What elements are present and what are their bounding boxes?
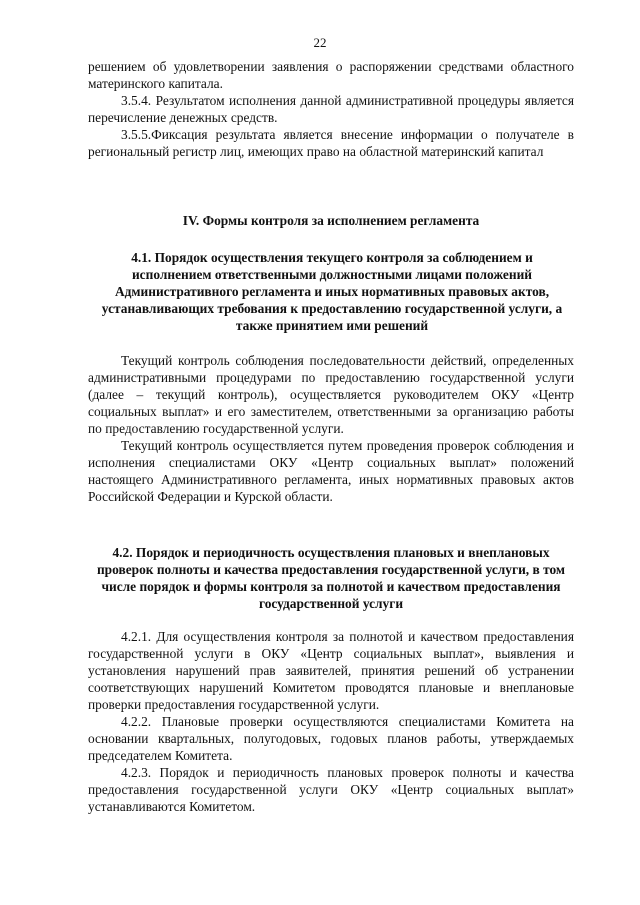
heading-4-2: 4.2. Порядок и периодичность осуществления плановых и внеплановых проверок полноты и качества предоставления государственной услуги, в том числе порядок и формы контроля за полнотой и качеством предоставления государственной услуги — [96, 545, 566, 611]
top-paragraphs — [88, 58, 574, 160]
paragraph-4-1-a: Текущий контроль соблюдения последовательности действий, определенных административными процедурами по предоставлению государственной услуги (далее – текущий контроль), осуществляется руководителем ОКУ «Центр социальных выплат» и его заместителем, ответственными за организацию работы по предоставлению государственной услуги. — [88, 353, 574, 436]
section-4-2-body — [88, 628, 574, 815]
section-4-1-body — [88, 352, 574, 505]
paragraph-4-2-2: 4.2.2. Плановые проверки осуществляются специалистами Комитета на основании квартальных, полугодовых, годовых планов работы, утверждаемых председателем Комитета. — [88, 714, 574, 763]
section-title: IV. Формы контроля за исполнением регламента — [182, 213, 480, 228]
paragraph-3-5-5: 3.5.5.Фиксация результата является внесение информации о получателе в региональный регистр лиц, имеющих право на областной материнский капитал — [88, 127, 574, 159]
paragraph-decision: решением об удовлетворении заявления о распоряжении средствами областного материнского капитала. — [88, 59, 574, 91]
paragraph-3-5-4: 3.5.4. Результатом исполнения данной административной процедуры является перечисление денежных средств. — [88, 93, 574, 125]
heading-4-1: 4.1. Порядок осуществления текущего контроля за соблюдением и исполнением ответственными должностными лицами положений Административного регламента и иных нормативных правовых актов, устанавливающих требования к предоставлению государственной услуги, а также принятием ими решений — [101, 250, 563, 333]
page-number: 22 — [313, 35, 327, 50]
paragraph-4-2-3: 4.2.3. Порядок и периодичность плановых проверок полноты и качества предоставления государственной услуги ОКУ «Центр социальных выплат» устанавливаются Комитетом. — [88, 765, 574, 814]
paragraph-4-1-b: Текущий контроль осуществляется путем проведения проверок соблюдения и исполнения специалистами ОКУ «Центр социальных выплат» положений настоящего Административного регламента, иных нормативных правовых актов Российской Федерации и Курской области. — [88, 438, 574, 504]
paragraph-4-2-1: 4.2.1. Для осуществления контроля за полнотой и качеством предоставления государственной услуги в ОКУ «Центр социальных выплат», выявления и установления нарушений прав заявителей, принятия решений об устранении соответствующих нарушений Комитетом проводятся плановые и внеплановые проверки предоставления государственной услуги. — [88, 629, 574, 712]
